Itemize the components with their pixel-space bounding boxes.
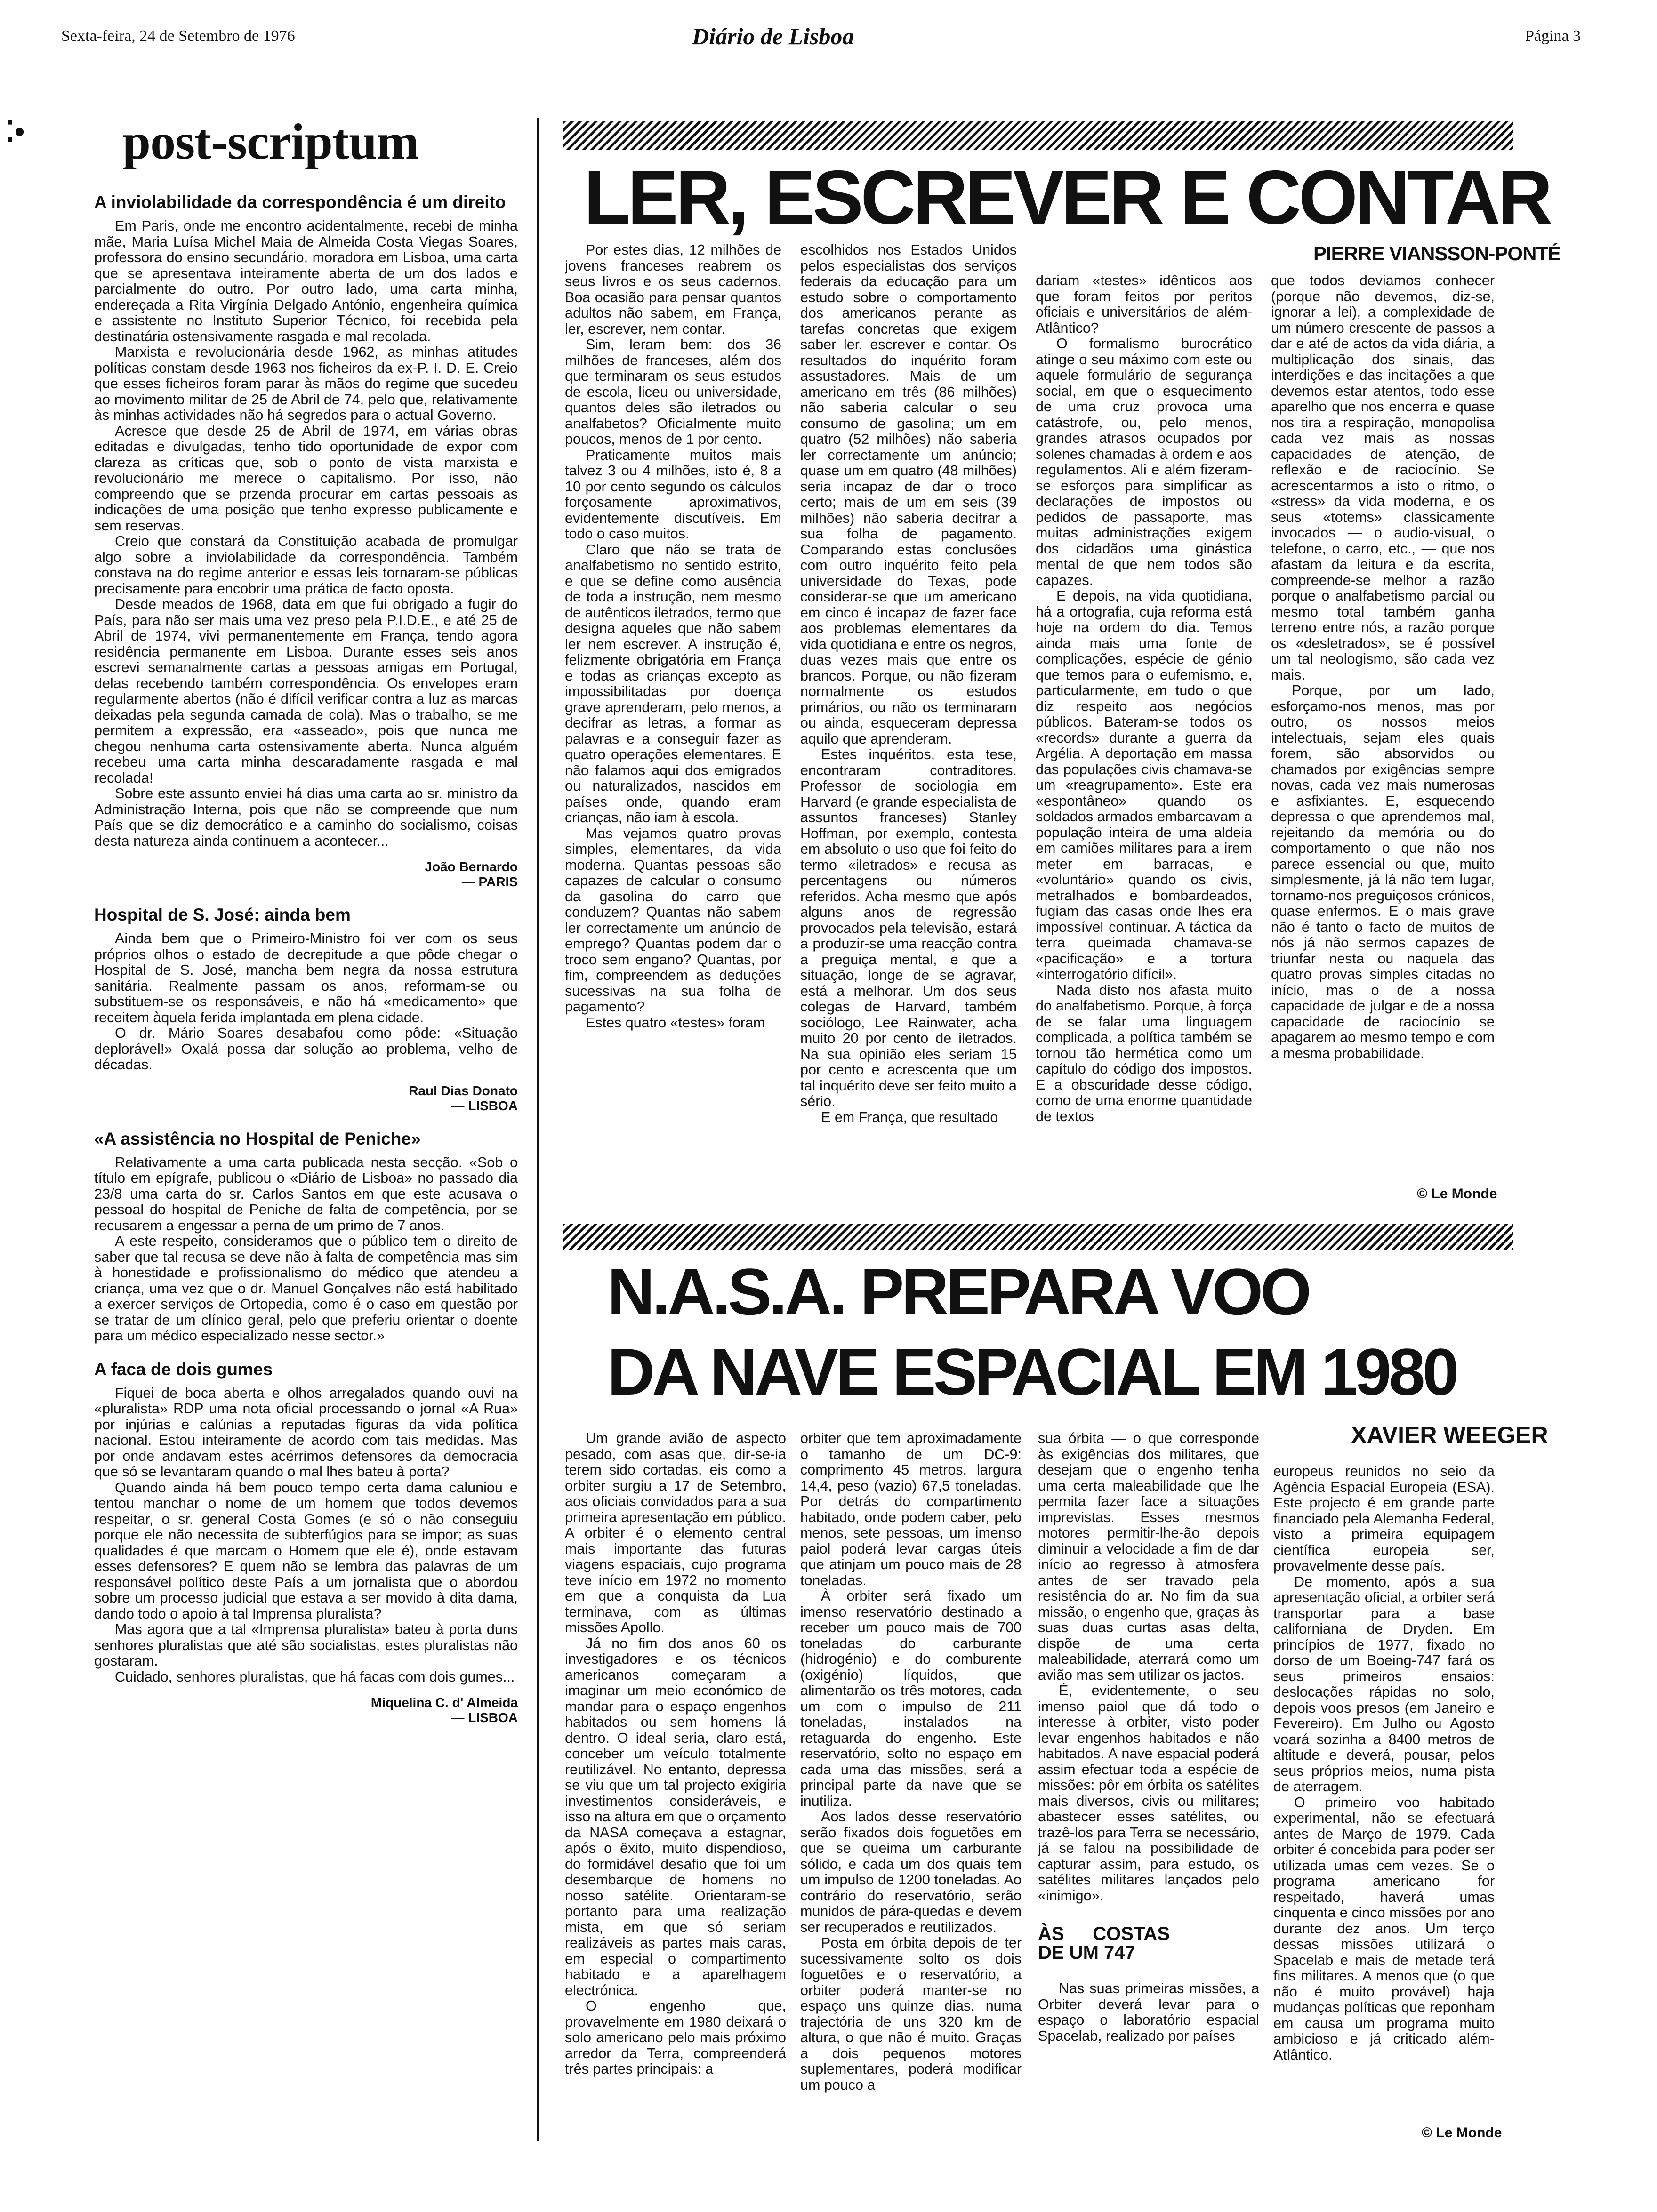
article2-headline-line1: N.A.S.A. PREPARA VOO (607, 1255, 1309, 1329)
article2-para: Nas suas primeiras missões, a Orbiter deverá levar para o espaço o laboratório espacial Spacelab, realizado por países (1038, 1980, 1259, 2044)
ps-letter2-para: Ainda bem que o Primeiro-Ministro foi ver com os seus próprios olhos o estado de decrepitude a que pôde chegar o Hospital de S. José, mancha bem negra da nossa estrutura sanitária. Realmente passam os anos, reformam-se ou substituem-se os responsáveis, e não há «medicamento» que receitem àquela ferida implantada em plena cidade. (94, 930, 518, 1026)
ps-letter1-para: Sobre este assunto enviei há dias uma carta ao sr. ministro da Administração Interna, pois que não se compreende que num País que se diz democrático e a caminho do socialismo, coisas desta natureza ainda continuem a acontecer... (94, 785, 518, 849)
ps-letter1-para: Marxista e revolucionária desde 1962, as minhas atitudes políticas constam desde 1963 nos ficheiros da ex-P. I. D. E. Creio que esses ficheiros foram parar às mãos do regime que sucedeu ao movimento militar de 25 de Abril de 74, pelo que, relativamente às minhas actividades não há segredos para o actual Governo. (94, 344, 518, 423)
ps-column (94, 193, 518, 1725)
article2-subhead: ÀS COSTAS DE UM 747 (1038, 1923, 1170, 1963)
article2-col1 (565, 1431, 786, 2146)
article1-col1 (565, 242, 781, 1207)
ps-letter2-title: Hospital de S. José: ainda bem (94, 905, 351, 924)
ps-letter1-title: A inviolabilidade da correspondência é um direito (94, 192, 506, 212)
article2-para: Posta em órbita depois de ter sucessivamente solto os dois foguetões e o reservatório, a orbiter poderá manter-se no espaço uns quinze dias, numa trajectória de uns 320 km de altura, o que não é muito. Graças a dois pequenos motores suplementares, poderá modificar um pouco a (800, 1935, 1022, 2093)
article1-para: E depois, na vida quotidiana, há a ortografia, cuja reforma está hoje na ordem do dia. Temos ainda mais uma fonte de complicações, espécie de génio que temos para o eufemismo, e, particularmente, em tudo o que diz respeito aos negócios públicos. Bateram-se todos os «records» durante a guerra da Argélia. A deportação em massa das populações civis chamava-se um «reagrupamento». Este era «espontâneo» quando os soldados armados embarcavam a população inteira de uma aldeia em camiões militares para a irem meter em barracas, e «voluntário» quando os civis, metralhados e bombardeados, fugiam das casas onde lhes era impossível continuar. A táctica da terra queimada chamava-se «pacificação» e a tortura «interrogatório difícil». (1036, 588, 1252, 982)
article1-para: E em França, que resultado (821, 1109, 998, 1125)
article2-hatch-band (563, 1224, 1513, 1250)
article2-col4 (1273, 1464, 1495, 2118)
article2-col2 (800, 1431, 1022, 2146)
article2-para: europeus reunidos no seio da Agência Espacial Europeia (ESA). Este projecto é em grande parte financiado pela Alemanha Federal, visto a primeira equipagem científica europeia ser, provavelmente desse país. (1273, 1464, 1495, 1574)
header-date: Sexta-feira, 24 de Setembro de 1976 (61, 27, 295, 45)
ps-letter1-signature: João Bernardo (425, 859, 518, 874)
ps-letter4-para: Quando ainda há bem pouco tempo certa dama caluniou e tentou manchar o nome de um homem que todos devemos respeitar, o sr. general Costa Gomes (e só o não conseguiu porque ele não necessita de subterfúgios para se impor; as suas qualidades é que marcam o Homem que ele é), onde estavam esses defensores? E quem não se lembra das palavras de um responsável político deste País a um jornalista que o abordou sobre um processo judicial que estava a ser movido à dita dama, dando todo o apoio à tal Imprensa pluralista? (94, 1479, 518, 1622)
article1-para: Porque, por um lado, esforçamo-nos menos, mas por outro, os nossos meios intelectuais, sejam eles quais forem, são absorvidos ou chamados por exigências sempre novas, cada vez mais numerosas e asfixiantes. E, esquecendo depressa o que aprendemos mal, rejeitando da memória ou do comportamento o que não nos parece essencial ou que, muito simplesmente, já lá não tem lugar, tornamo-nos preguiçosos crónicos, quase enfermos. E o mais grave não é tanto o facto de muitos de nós já não sermos capazes de triunfar nesta ou naquela das quatro provas simples citadas no início, mas o de a nossa capacidade de julgar e de a nossa capacidade de raciocínio se apagarem ao mesmo tempo e com a mesma probabilidade. (1271, 682, 1495, 1061)
ps-letter3-para: A este respeito, consideramos que o público tem o direito de saber que tal recusa se deve não à falta de competência mas sim à honestidade e profissionalismo do médico que atendeu a criança, uma vez que o dr. Manuel Gonçalves não está habilitado a exercer serviços de Ortopedia, como é o caso em questão por se tratar de um clínico geral, pelo que preferiu orientar o doente para um médico especializado nesse sector.» (94, 1233, 518, 1344)
article1-para: O formalismo burocrático atinge o seu máximo com este ou aquele formulário de segurança social, em que o esquecimento de uma cruz provoca uma catástrofe, ou, pelo menos, grandes atrasos ocupados por solenes chamadas à ordem e aos regulamentos. Ali e além fizeram-se esforços para simplificar as declarações de impostos ou pedidos de passaporte, mas muitas administrações exigem dos cidadãos uma ginástica mental de que nem todos são capazes. (1036, 336, 1252, 588)
article1-para: Por estes dias, 12 milhões de jovens franceses reabrem os seus livros e os seus cadernos. Boa ocasião para pensar quantos adultos não sabem, em França, ler, escrever, nem contar. (565, 242, 781, 337)
ps-letter4-title: A faca de dois gumes (94, 1359, 273, 1379)
article1-col4 (1271, 273, 1495, 1181)
page-number: Página 3 (1525, 27, 1581, 45)
article2-para: À orbiter será fixado um imenso reservatório destinado a receber um pouco mais de 700 toneladas do carburante (hidrogénio) e do comburente (oxigénio) líquidos, que alimentarão os três motores, cada um com o impulso de 211 toneladas, instalados na retaguarda do engenho. Este reservatório, solto no espaço em cada uma das missões, será a principal parte da nave que se inutiliza. (800, 1588, 1022, 1809)
column-divider (537, 118, 539, 2141)
ps-letter2-signature: Raul Dias Donato (409, 1083, 518, 1098)
ps-letter1-place: — PARIS (461, 874, 518, 889)
article1-col2 (800, 242, 1017, 1207)
ps-letter4-para: Cuidado, senhores pluralistas, que há facas com dois gumes... (115, 1668, 515, 1685)
ps-letter4-para: Fiquei de boca aberta e olhos arregalados quando ouvi na «pluralista» RDP uma nota oficial processando o jornal «A Rua» por injúrias e calúnias a reputadas figuras da vida política nacional. Estou inteiramente de acordo com tais medidas. Mas por onde andavam estes acérrimos defensores da democracia que só se levantaram quando o mal lhes bateu à porta? (94, 1385, 518, 1480)
article2-para: orbiter que tem aproximadamente o tamanho de um DC-9: comprimento 45 metros, largura 14,4, peso (vazio) 67,5 toneladas. Por detrás do compartimento habitado, onde podem caber, pelo menos, sete pessoas, um imenso paiol poderá levar cargas úteis que atinjam um pouco mais de 28 toneladas. (800, 1431, 1022, 1588)
article2-para: O primeiro voo habitado experimental, não se efectuará antes de Março de 1979. Cada orbiter é concebida para poder ser utilizada umas cem vezes. Se o programa americano for respeitado, haverá umas cinquenta e cinco missões por ano durante dez anos. Um terço dessas missões utilizará o Spacelab e mais de metade terá fins militares. A menos que (o que não é muito provável) haja mudanças políticas que reponham em causa um programa muito ambicioso e já criticado além-Atlântico. (1273, 1794, 1495, 2063)
article2-para: sua órbita — o que corresponde às exigências dos militares, que desejam que o engenho tenha uma certa maleabilidade que lhe permita fazer face a situações imprevistas. Esses mesmos motores permitir-lhe-ão depois diminuir a velocidade a fim de dar início ao regresso à atmosfera antes de ser travado pela resistência do ar. No fim da sua missão, o engenho que, graças às suas duas curtas asas delta, dispõe de uma certa maleabilidade, aterrará como um avião mas sem utilizar os jactos. (1038, 1431, 1259, 1683)
article1-para: Nada disto nos afasta muito do analfabetismo. Porque, à força de se falar uma linguagem complicada, a política também se tornou tão hermética como um capítulo do código dos impostos. E a obscuridade desse código, como de uma enorme quantidade de textos (1036, 982, 1252, 1124)
ps-letter4-para: Mas agora que a tal «Imprensa pluralista» bateu à porta duns senhores pluralistas que até são socialistas, estes pluralistas não gostaram. (94, 1621, 518, 1669)
article2-credit: © Le Monde (1422, 2125, 1502, 2140)
ps-letter2-para: O dr. Mário Soares desabafou como pôde: «Situação deplorável!» Oxalá possa dar solução ao problema, velho de décadas. (94, 1025, 518, 1073)
article1-credit: © Le Monde (1417, 1186, 1497, 1202)
article1-byline: PIERRE VIANSSON-PONTÉ (1313, 242, 1561, 264)
article2-para: De momento, após a sua apresentação oficial, a orbiter será transportar para a base californiana de Dryden. Em princípios de 1977, fixado no dorso de um Boeing-747 fará os seus primeiros ensaios: deslocações rápidas no solo, depois voos presos (em Janeiro e Fevereiro). Em Julho ou Agosto voará sozinha a 8400 metros de altitude e deverá, pousar, pelos seus próprios meios, numa pista de aterragem. (1273, 1573, 1495, 1795)
article2-para: Um grande avião de aspecto pesado, com asas que, dir-se-ia terem sido cortadas, eis como a orbiter surgiu a 17 de Setembro, aos oficiais convidados para a sua primeira apresentação em público. A orbiter é o elemento central mais importante das futuras viagens espaciais, cujo programa teve início em 1972 no momento em que a conquista da Lua terminava, com as últimas missões Apollo. (565, 1431, 786, 1635)
article2-para: Aos lados desse reservatório serão fixados dois foguetões em que se queima um carburante sólido, e cada um dos quais tem um impulso de 1200 toneladas. Ao contrário do reservatório, serão munidos de pára-quedas e devem ser recuperados e reutilizados. (800, 1809, 1022, 1935)
article1-para: Estes inquéritos, esta tese, encontraram contraditores. Professor de sociologia em Harvard (e grande especialista de assuntos franceses) Stanley Hoffman, por exemplo, contesta em absoluto o uso que foi feito do termo «iletrados» e recusa as percentagens ou números referidos. Acha mesmo que após alguns anos de regressão provocados pela televisão, estará a produzir-se uma reacção contra a preguiça mental, e que a situação, longe de se agravar, está a melhorar. Um dos seus colegas de Harvard, também sociólogo, Lee Rainwater, acha muito 20 por cento de iletrados. Na sua opinião eles seriam 15 por cento e acrescenta que um tal inquérito deve ser feito muito a sério. (800, 746, 1017, 1109)
article1-para: que todos deviamos conhecer (porque não devemos, diz-se, ignorar a lei), a complexidade de um número crescente de passos a dar e até de actos da vida diária, a multiplicação dos sinais, das interdições e das incitações a que devemos estar atentos, todo esse aparelho que nos encerra e quase nos tira a respiração, monopolisa cada vez mais as nossas capacidades de atenção, de reflexão e de raciocínio. Se acrescentarmos a isto o ritmo, o «stress» da vida moderna, e os seus «totems» classicamente invocados — o audio-visual, o telefone, o carro, etc., — que nos afastam da leitura e da escrita, compreende-se melhor a razão porque o analfabetismo parcial ou mesmo total também ganha terreno entre nós, a razão porque os «desletrados», se é possível um tal neologismo, são cada vez mais. (1271, 273, 1495, 683)
article1-headline: LER, ESCREVER E CONTAR (584, 155, 1550, 240)
ps-letter4-place: — LISBOA (451, 1710, 518, 1725)
ps-title: post-scriptum (122, 114, 418, 170)
article1-para: escolhidos nos Estados Unidos pelos especialistas dos serviços federais da educação para um estudo sobre o comportamento dos americanos perante as tarefas concretas que exigem saber ler, escrever e contar. Os resultados do inquérito foram assustadores. Mais de um americano em três (86 milhões) não saberia calcular o seu consumo de gasolina; um em quatro (52 milhões) não saberia ler correctamente um anúncio; quase um em quatro (48 milhões) seria incapaz de dar o troco certo; mais de um em seis (39 milhões) não saberia decifrar a sua folha de pagamento. Comparando estas conclusões com outro inquérito feito pela universidade do Texas, pode considerar-se que um americano em cinco é incapaz de fazer face aos problemas elementares da vida quotidiana e entre os negros, duas vezes mais que entre os brancos. Porque, ou não fizeram normalmente os estudos primários, ou não os terminaram ou ainda, esqueceram depressa aquilo que aprenderam. (800, 242, 1017, 747)
margin-marks: ⁚• (6, 116, 25, 147)
ps-letter1-para: Em Paris, onde me encontro acidentalmente, recebi de minha mãe, Maria Luísa Michel Maia de Almeida Costa Viegas Soares, professora do ensino secundário, moradora em Lisboa, uma carta que se apresentava inteiramente aberta de um dos lados e parcialmente do outro. Por outro lado, uma carta minha, endereçada a Rita Virgínia Delgado António, engenheira química e assistente no Instituto Superior Técnico, foi recebida pela destinatária ostensivamente rasgada e mal recolada. (94, 218, 518, 345)
article2-para: O engenho que, provavelmente em 1980 deixará o solo americano pelo mais próximo arredor da Terra, compreenderá três partes principais: a (565, 1998, 786, 2077)
article1-para: dariam «testes» idênticos aos que foram feitos por peritos oficiais e universitários de além-Atlântico? (1036, 273, 1252, 336)
ps-letter1-para: Creio que constará da Constituição acabada de promulgar algo sobre a inviolabilidade da correspondência. Também constava na do regime anterior e essas leis tornaram-se públicas precisamente para encobrir uma prática de facto oposta. (94, 533, 518, 597)
article2-col3 (1038, 1431, 1259, 2146)
article1-para: Mas vejamos quatro provas simples, elementares, da vida moderna. Quantas pessoas são capazes de calcular o consumo da gasolina do carro que conduzem? Quantas não sabem ler correctamente um anúncio de emprego? Quantas podem dar o troco sem engano? Quantas, por fim, compreendem as deduções sucessivas na sua folha de pagamento? (565, 825, 781, 1015)
article2-byline: XAVIER WEEGER (1351, 1422, 1548, 1448)
article1-para: Praticamente muitos mais talvez 3 ou 4 milhões, isto é, 8 a 10 por cento segundo os cálculos forçosamente aproximativos, evidentemente discutíveis. Em todo o caso muitos. (565, 447, 781, 542)
article1-para: Estes quatro «testes» foram (586, 1014, 765, 1031)
ps-letter3-title: «A assistência no Hospital de Peniche» (94, 1129, 421, 1148)
ps-letter1-para: Acresce que desde 25 de Abril de 1974, em várias obras editadas e divulgadas, tenho tido oportunidade de expor com clareza as críticas que, sob o ponto de vista marxista e revolucionário me merece o capitalismo. Por isso, não compreendo que se przenda procurar em cartas pessoais as indicações de uma posição que tenho expresso publicamente e sem reservas. (94, 423, 518, 534)
ps-letter4-signature: Miquelina C. d' Almeida (370, 1695, 518, 1710)
article2-headline-line2: DA NAVE ESPACIAL EM 1980 (607, 1335, 1456, 1409)
article2-para: É, evidentemente, o seu imenso paiol que dá todo o interesse à orbiter, visto poder levar engenhos habitados e não habitados. A nave espacial poderá assim efectuar toda a espécie de missões: pôr em órbita os satélites mais diversos, civis ou militares; abastecer esses satélites, ou trazê-los para Terra se necessário, já se falou na possibilidade de capturar assim, para estudo, os satélites militares lançados pelo «inimigo». (1038, 1683, 1259, 1904)
article1-hatch-band (563, 121, 1513, 150)
article2-para: Já no fim dos anos 60 os investigadores e os técnicos americanos começaram a imaginar um meio económico de mandar para o espaço engenhos habitados ou sem homens lá dentro. O ideal seria, claro está, conceber um veículo totalmente reutilizável. No entanto, depressa se viu que um tal projecto exigiria investimentos consideráveis, e isso na altura em que o orçamento da NASA começava a estagnar, após o êxito, muito dispendioso, do formidável desafio que foi um desembarque de homens no nosso satélite. Orientaram-se portanto para uma realização mista, em que só seriam realizáveis as partes mais caras, em especial o compartimento habitado e a aparelhagem electrónica. (565, 1635, 786, 1998)
article1-col3 (1036, 273, 1252, 1207)
masthead: Diário de Lisboa (692, 23, 854, 49)
article1-para: Claro que não se trata de analfabetismo no sentido estrito, e que se define como ausência de toda a instrução, nem mesmo de autênticos iletrados, termo que designa aqueles que não sabem ler nem escrever. A instrução é, felizmente obrigatória em França e todas as crianças excepto as impossibilitadas por doença grave aprenderam, pelo menos, a decifrar as letras, a formar as palavras e a conseguir fazer as quatro operações elementares. E não falamos aqui dos emigrados ou naturalizados, nascidos em países onde, quando eram crianças, não iam à escola. (565, 541, 781, 825)
ps-letter3-para: Relativamente a uma carta publicada nesta secção. «Sob o título em epígrafe, publicou o «Diário de Lisboa» no passado dia 23/8 uma carta do sr. Carlos Santos em que este acusava o pessoal do hospital de Peniche de falta de competência, por se recusarem a engessar a perna de um primo de 7 anos. (94, 1154, 518, 1234)
ps-letter1-para: Desde meados de 1968, data em que fui obrigado a fugir do País, para não ser mais uma vez preso pela P.I.D.E., e até 25 de Abril de 1974, vivi permanentemente em França, tendo agora residência permanente em Lisboa. Durante esses seis anos escrevi semanalmente cartas a pessoas amigas em Portugal, delas recebendo também correspondência. Os envelopes eram regularmente abertos (não é difícil verificar contra a luz as marcas deixadas pela segunda camada de cola). Mas o trabalho, se me permitem a expressão, era «asseado», pois que nunca me chegou nenhuma carta ostensivamente aberta. Nunca alguém recebeu uma carta minha descaradamente rasgada e mal recolada! (94, 596, 518, 786)
ps-letter2-place: — LISBOA (451, 1098, 518, 1113)
article1-para: Sim, leram bem: dos 36 milhões de franceses, além dos que terminaram os seus estudos de escola, liceu ou universidade, quantos deles são iletrados ou analfabetos? Oficialmente muito poucos, menos de 1 por cento. (565, 337, 781, 447)
